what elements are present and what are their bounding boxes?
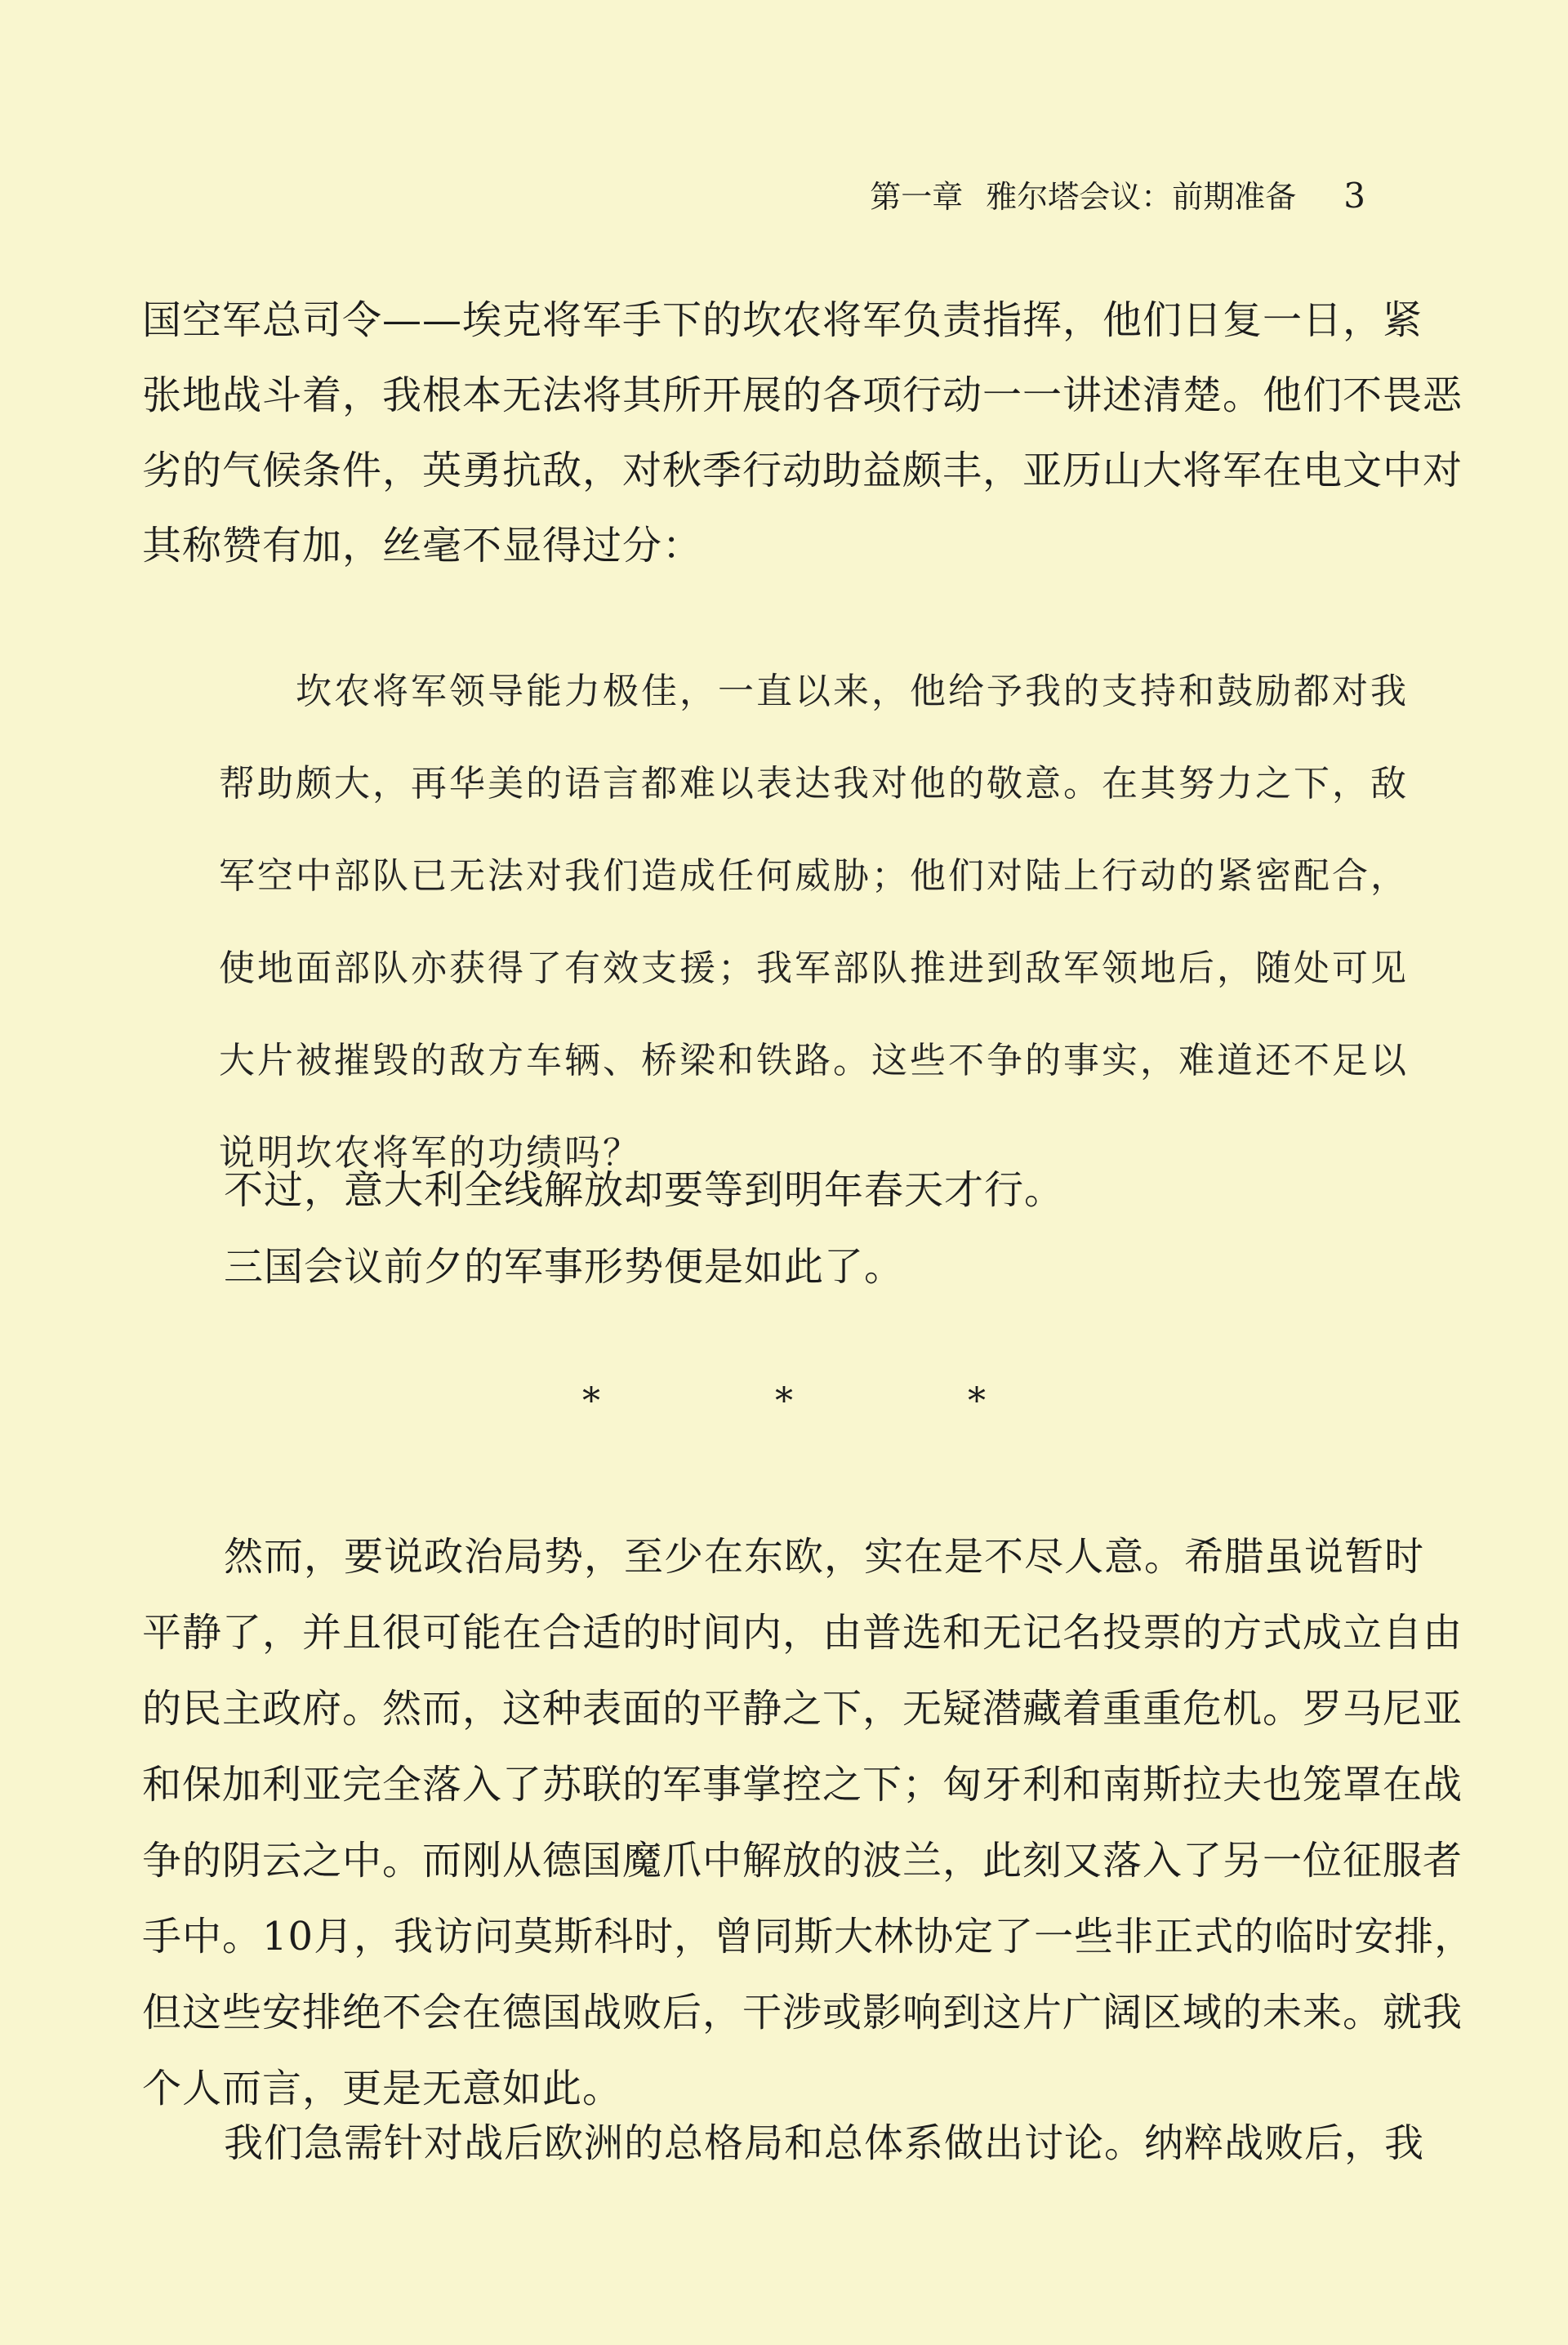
block-quote — [219, 645, 1409, 1199]
text-line: 不过，意大利全线解放却要等到明年春天才行。 — [224, 1167, 1065, 1213]
text-line: 国空军总司令——埃克将军手下的坎农将军负责指挥，他们日复一日，紧 — [142, 297, 1423, 343]
quote-line: 帮助颇大，再华美的语言都难以表达我对他的敬意。在其努力之下，敌 — [219, 763, 1409, 805]
text-line: 个人而言，更是无意如此。 — [142, 2066, 623, 2111]
quote-line: 军空中部队已无法对我们造成任何威胁；他们对陆上行动的紧密配合， — [219, 855, 1409, 897]
text-line: 其称赞有加，丝毫不显得过分： — [142, 523, 703, 568]
chapter-label: 第一章 — [870, 179, 964, 215]
text-line: 劣的气候条件，英勇抗敌，对秋季行动助益颇丰，亚历山大将军在电文中对 — [142, 448, 1463, 493]
paragraph-2 — [142, 1152, 1400, 1305]
chapter-title: 雅尔塔会议：前期准备 — [986, 179, 1297, 215]
quote-line: 坎农将军领导能力极佳，一直以来，他给予我的支持和鼓励都对我 — [296, 671, 1409, 712]
page-number: 3 — [1343, 176, 1365, 216]
text-line: 平静了，并且很可能在合适的时间内，由普选和无记名投票的方式成立自由 — [142, 1610, 1463, 1656]
text-line: 手中。10月，我访问莫斯科时，曾同斯大林协定了一些非正式的临时安排， — [142, 1914, 1475, 1959]
paragraph-3 — [142, 1519, 1475, 2127]
text-line: 但这些安排绝不会在德国战败后，干涉或影响到这片广阔区域的未来。就我 — [142, 1990, 1463, 2035]
running-header — [870, 173, 1365, 220]
paragraph-1 — [142, 283, 1463, 583]
paragraph-4 — [142, 2106, 1425, 2182]
text-line: 然而，要说政治局势，至少在东欧，实在是不尽人意。希腊虽说暂时 — [224, 1534, 1425, 1580]
text-line: 和保加利亚完全落入了苏联的军事掌控之下；匈牙利和南斯拉夫也笼罩在战 — [142, 1762, 1463, 1808]
text-line: 我们急需针对战后欧洲的总格局和总体系做出讨论。纳粹战败后，我 — [224, 2120, 1425, 2166]
text-line: 的民主政府。然而，这种表面的平静之下，无疑潜藏着重重危机。罗马尼亚 — [142, 1686, 1463, 1732]
quote-line: 说明坎农将军的功绩吗？ — [219, 1132, 641, 1174]
quote-line: 大片被摧毁的敌方车辆、桥梁和铁路。这些不争的事实，难道还不足以 — [219, 1040, 1409, 1081]
text-line: 张地战斗着，我根本无法将其所开展的各项行动一一讲述清楚。他们不畏恶 — [142, 372, 1463, 418]
text-line: 三国会议前夕的军事形势便是如此了。 — [224, 1244, 905, 1290]
quote-line: 使地面部队亦获得了有效支援；我军部队推进到敌军领地后，随处可见 — [219, 947, 1409, 989]
text-line: 争的阴云之中。而刚从德国魔爪中解放的波兰，此刻又落入了另一位征服者 — [142, 1838, 1463, 1884]
section-separator: * * * — [582, 1380, 1067, 1422]
